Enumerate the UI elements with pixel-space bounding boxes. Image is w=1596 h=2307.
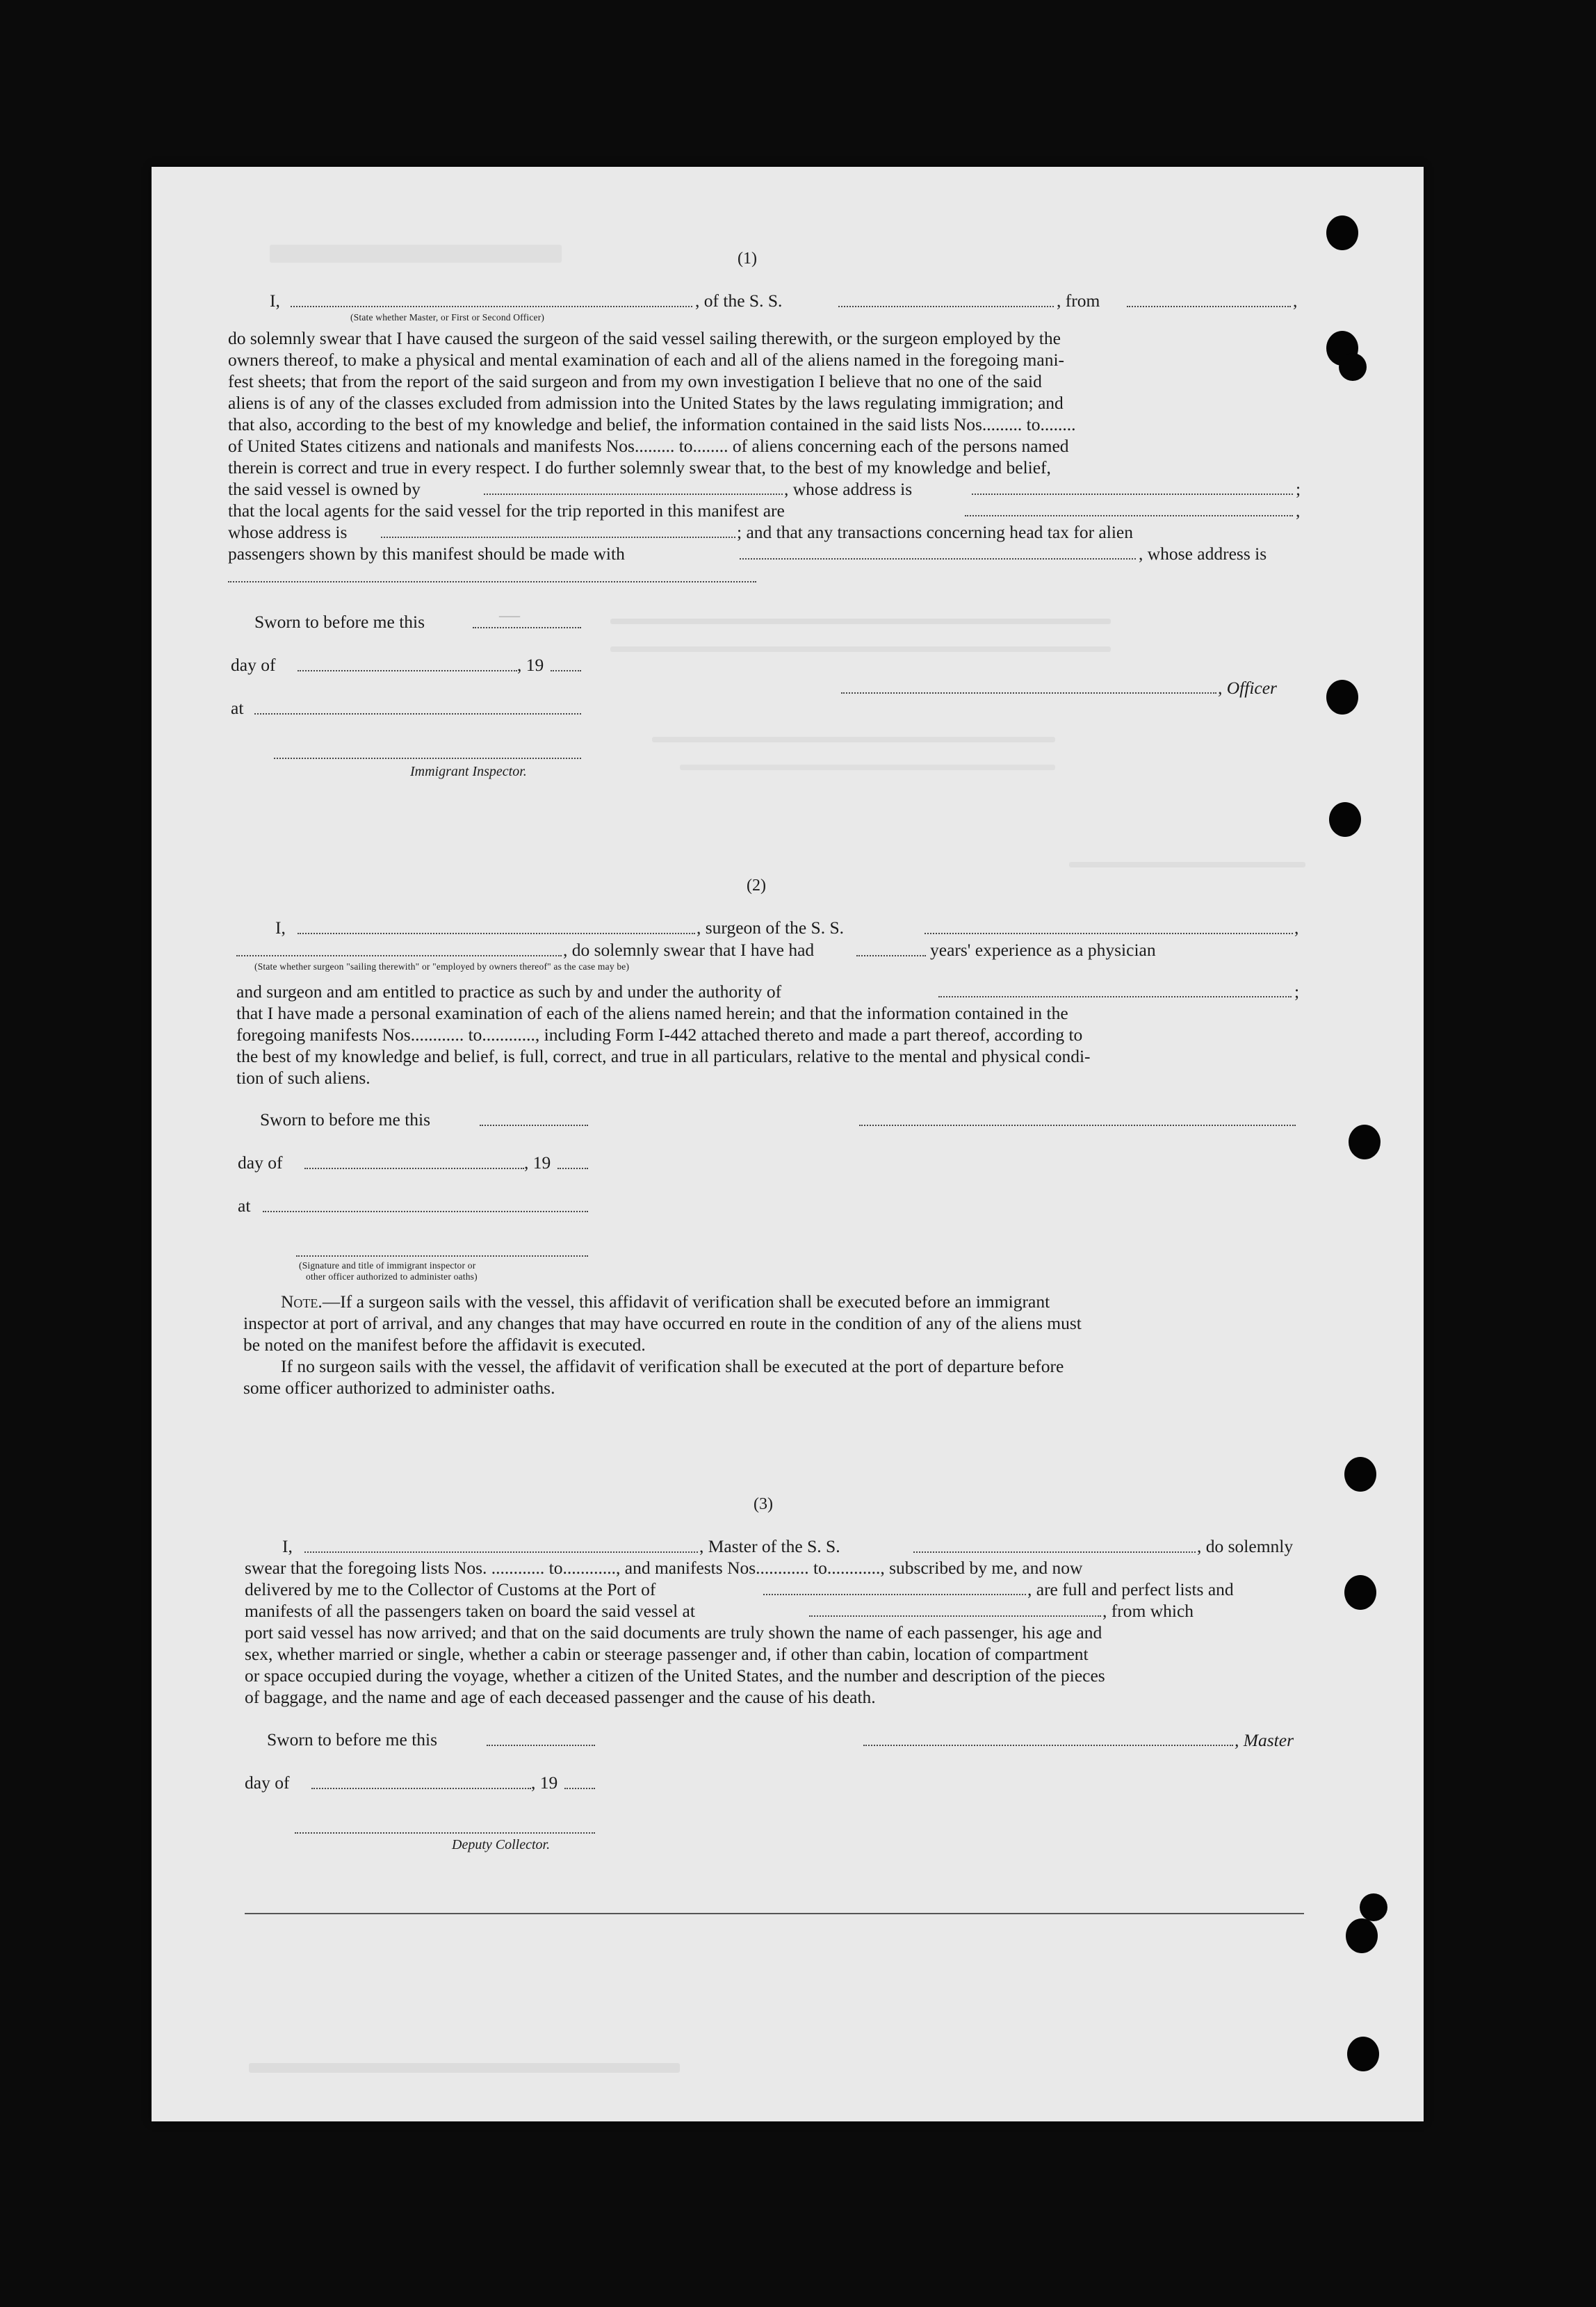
s3-vessel-name-field[interactable] bbox=[913, 1551, 1196, 1553]
s2-note-line bbox=[281, 1293, 1050, 1311]
s3-master-label: , Master bbox=[1235, 1730, 1294, 1750]
s3-collector-label: Deputy Collector. bbox=[452, 1837, 551, 1852]
s3-paragraph-line: or space occupied during the voyage, whether a citizen of the United States, and the number and description of the pieces bbox=[245, 1665, 1105, 1686]
s2-year-label: , 19 bbox=[524, 1152, 551, 1173]
punch-hole bbox=[1360, 1893, 1387, 1921]
s1-head-tax-label: ; and that any transactions concerning head tax for alien bbox=[737, 522, 1133, 542]
authority-field[interactable] bbox=[938, 996, 1292, 997]
s1-paragraph-line: do solemnly swear that I have caused the surgeon of the said vessel sailing therewith, or the surgeon employed by the bbox=[228, 328, 1061, 348]
s3-year-field[interactable] bbox=[564, 1788, 595, 1789]
bleed-through-mark bbox=[1069, 862, 1305, 867]
inspector-signature-field[interactable] bbox=[274, 758, 581, 759]
s1-comma: , bbox=[1296, 500, 1301, 521]
s1-paragraph-line: owners thereof, to make a physical and mental examination of each and all of the aliens named in the foregoing mani- bbox=[228, 350, 1065, 370]
s1-paragraph-line: aliens is of any of the classes excluded from admission into the United States by the laws regulating immigration; and bbox=[228, 393, 1064, 413]
s2-note-line: If no surgeon sails with the vessel, the affidavit of verification shall be executed at the port of departure before bbox=[281, 1356, 1064, 1376]
s1-stamp-mark: — bbox=[499, 603, 520, 626]
s3-paragraph-line: sex, whether married or single, whether a cabin or steerage passenger and, if other than cabin, location of compartment bbox=[245, 1644, 1089, 1664]
officer-signature-field[interactable] bbox=[841, 692, 1216, 694]
s3-paragraph-line: swear that the foregoing lists Nos. ............ to............, and manifests Nos............ to............, subscribed by me, and now bbox=[245, 1558, 1083, 1578]
s2-i-label: I, bbox=[275, 918, 286, 938]
s3-i-label: I, bbox=[282, 1536, 293, 1556]
bleed-through-mark bbox=[610, 646, 1111, 652]
s3-full-lists-label: , are full and perfect lists and bbox=[1027, 1579, 1234, 1599]
s2-paragraph-line: that I have made a personal examination of each of the aliens named herein; and that the information contained in the bbox=[236, 1003, 1068, 1023]
s1-officer-hint: (State whether Master, or First or Second Officer) bbox=[350, 312, 545, 323]
boarding-port-field[interactable] bbox=[809, 1615, 1101, 1617]
punch-hole bbox=[1326, 215, 1358, 250]
bleed-through-mark bbox=[270, 245, 562, 263]
s1-paragraph-line: therein is correct and true in every respect. I do further solemnly swear that, to the best of my knowledge and belief, bbox=[228, 457, 1051, 478]
s1-paragraph-line: that also, according to the best of my knowledge and belief, the information contained in the said lists Nos......... to........ bbox=[228, 414, 1076, 434]
section-1-number: (1) bbox=[738, 250, 757, 268]
punch-hole bbox=[1344, 1575, 1376, 1610]
s1-owner-label: the said vessel is owned by bbox=[228, 479, 421, 499]
port-from-field[interactable] bbox=[1127, 306, 1291, 307]
punch-hole bbox=[1339, 353, 1367, 381]
s2-note-line: some officer authorized to administer oaths. bbox=[243, 1378, 555, 1398]
local-agents-field[interactable] bbox=[965, 515, 1293, 516]
master-name-field[interactable] bbox=[304, 1551, 698, 1553]
punch-hole bbox=[1349, 1125, 1381, 1159]
s2-signature-hint-2: other officer authorized to administer oaths) bbox=[306, 1271, 478, 1282]
bottom-rule bbox=[245, 1913, 1304, 1914]
s2-swear-label: , do solemnly swear that I have had bbox=[563, 940, 815, 960]
s1-from-label: , from bbox=[1057, 291, 1100, 311]
note-text: —If a surgeon sails with the vessel, this affidavit of verification shall be executed before an immigrant bbox=[322, 1291, 1050, 1312]
s3-paragraph-line: port said vessel has now arrived; and that on the said documents are truly shown the name of each passenger, his age and bbox=[245, 1622, 1102, 1642]
s1-sworn-label: Sworn to before me this bbox=[254, 612, 425, 632]
bleed-through-mark bbox=[610, 619, 1111, 624]
s1-agent-address-label: whose address is bbox=[228, 522, 348, 542]
s2-note-line: inspector at port of arrival, and any changes that may have occurred en route in the condition of any of the aliens must bbox=[243, 1313, 1082, 1333]
punch-hole bbox=[1346, 1918, 1378, 1953]
s1-paragraph-line: of United States citizens and nationals and manifests Nos......... to........ of aliens concerning each of the persons named bbox=[228, 436, 1069, 456]
owner-address-field[interactable] bbox=[972, 494, 1293, 495]
head-tax-party-field[interactable] bbox=[740, 558, 1136, 560]
s2-semicolon: ; bbox=[1294, 981, 1300, 1002]
collector-port-field[interactable] bbox=[763, 1594, 1026, 1595]
punch-hole bbox=[1326, 680, 1358, 715]
s3-day-of-label: day of bbox=[245, 1772, 290, 1793]
s2-surgeon-of-label: , surgeon of the S. S. bbox=[697, 918, 845, 938]
bleed-through-mark bbox=[680, 765, 1055, 770]
s2-sworn-date-field[interactable] bbox=[480, 1125, 588, 1126]
s2-sworn-label: Sworn to before me this bbox=[260, 1109, 431, 1130]
vessel-owner-field[interactable] bbox=[484, 494, 783, 495]
head-tax-address-field[interactable] bbox=[228, 581, 756, 582]
s2-physician-label: years' experience as a physician bbox=[930, 940, 1156, 960]
s2-day-of-field[interactable] bbox=[304, 1168, 524, 1169]
s2-comma: , bbox=[1294, 918, 1299, 938]
s1-whose-address-label: , whose address is bbox=[1139, 544, 1267, 564]
surgeon-signature-field[interactable] bbox=[859, 1125, 1296, 1126]
s2-at-label: at bbox=[238, 1196, 251, 1216]
s2-year-field[interactable] bbox=[557, 1168, 588, 1169]
s2-signature-hint-1: (Signature and title of immigrant inspector or bbox=[299, 1260, 476, 1271]
s3-paragraph-line: of baggage, and the name and age of each deceased passenger and the cause of his death. bbox=[245, 1687, 876, 1707]
form-sheet bbox=[152, 167, 1424, 2121]
s2-paragraph-line: the best of my knowledge and belief, is full, correct, and true in all particulars, relative to the mental and physical condi- bbox=[236, 1046, 1091, 1066]
s1-agents-label: that the local agents for the said vessel for the trip reported in this manifest are bbox=[228, 500, 785, 521]
section-3-number: (3) bbox=[754, 1495, 773, 1513]
punch-hole bbox=[1329, 802, 1361, 837]
s1-of-ss-label: , of the S. S. bbox=[695, 291, 783, 311]
s1-day-of-label: day of bbox=[231, 655, 276, 675]
s3-sworn-date-field[interactable] bbox=[487, 1745, 595, 1746]
bleed-through-mark bbox=[652, 737, 1055, 742]
s3-solemnly-label: , do solemnly bbox=[1197, 1536, 1294, 1556]
s3-day-of-field[interactable] bbox=[311, 1788, 531, 1789]
s2-surgeon-hint: (State whether surgeon "sailing therewith" or "employed by owners thereof" as the case may be) bbox=[254, 961, 630, 972]
s1-paragraph-line: fest sheets; that from the report of the said surgeon and from my own investigation I believe that no one of the said bbox=[228, 371, 1042, 391]
s1-comma: , bbox=[1293, 291, 1298, 311]
surgeon-name-field[interactable] bbox=[298, 933, 695, 934]
s3-from-which-label: , from which bbox=[1102, 1601, 1194, 1621]
vessel-name-field[interactable] bbox=[838, 306, 1054, 307]
s3-collector-port-label: delivered by me to the Collector of Customs at the Port of bbox=[245, 1579, 656, 1599]
note-label: Note. bbox=[281, 1291, 323, 1312]
master-signature-field[interactable] bbox=[863, 1745, 1233, 1746]
s3-master-of-label: , Master of the S. S. bbox=[699, 1536, 840, 1556]
s2-note-line: be noted on the manifest before the affidavit is executed. bbox=[243, 1335, 646, 1355]
years-experience-field[interactable] bbox=[856, 955, 926, 956]
s1-year-field[interactable] bbox=[551, 670, 581, 671]
s2-paragraph-line: tion of such aliens. bbox=[236, 1068, 370, 1088]
s1-day-of-field[interactable] bbox=[298, 670, 517, 671]
s1-inspector-label: Immigrant Inspector. bbox=[410, 764, 527, 779]
s1-semicolon: ; bbox=[1296, 479, 1301, 499]
s1-i-label: I, bbox=[270, 291, 280, 311]
s1-at-label: at bbox=[231, 698, 244, 718]
section-2-number: (2) bbox=[747, 877, 766, 895]
s2-day-of-label: day of bbox=[238, 1152, 283, 1173]
s2-at-field[interactable] bbox=[263, 1211, 588, 1212]
surgeon-type-field[interactable] bbox=[236, 955, 562, 956]
s1-owner-address-label: , whose address is bbox=[784, 479, 913, 499]
s1-at-field[interactable] bbox=[254, 713, 581, 715]
agent-address-field[interactable] bbox=[381, 537, 735, 538]
s2-authorized-signature-field[interactable] bbox=[296, 1255, 588, 1257]
s2-vessel-name-field[interactable] bbox=[925, 933, 1293, 934]
punch-hole bbox=[1347, 2037, 1379, 2071]
officer-name-field[interactable] bbox=[291, 306, 692, 307]
collector-signature-field[interactable] bbox=[295, 1832, 595, 1834]
punch-hole bbox=[1344, 1457, 1376, 1492]
s2-authority-label: and surgeon and am entitled to practice as such by and under the authority of bbox=[236, 981, 782, 1002]
s2-paragraph-line: foregoing manifests Nos............ to............, including Form I-442 attached thereto and made a part thereof, according to bbox=[236, 1025, 1083, 1045]
s1-year-label: , 19 bbox=[517, 655, 544, 675]
bleed-through-mark bbox=[249, 2063, 680, 2073]
s1-officer-label: , Officer bbox=[1218, 678, 1277, 698]
s1-sworn-date-field[interactable] bbox=[473, 627, 581, 628]
s1-head-tax-party-label: passengers shown by this manifest should be made with bbox=[228, 544, 625, 564]
s3-sworn-label: Sworn to before me this bbox=[267, 1729, 438, 1750]
s3-year-label: , 19 bbox=[531, 1772, 558, 1793]
s3-boarding-port-label: manifests of all the passengers taken on board the said vessel at bbox=[245, 1601, 695, 1621]
